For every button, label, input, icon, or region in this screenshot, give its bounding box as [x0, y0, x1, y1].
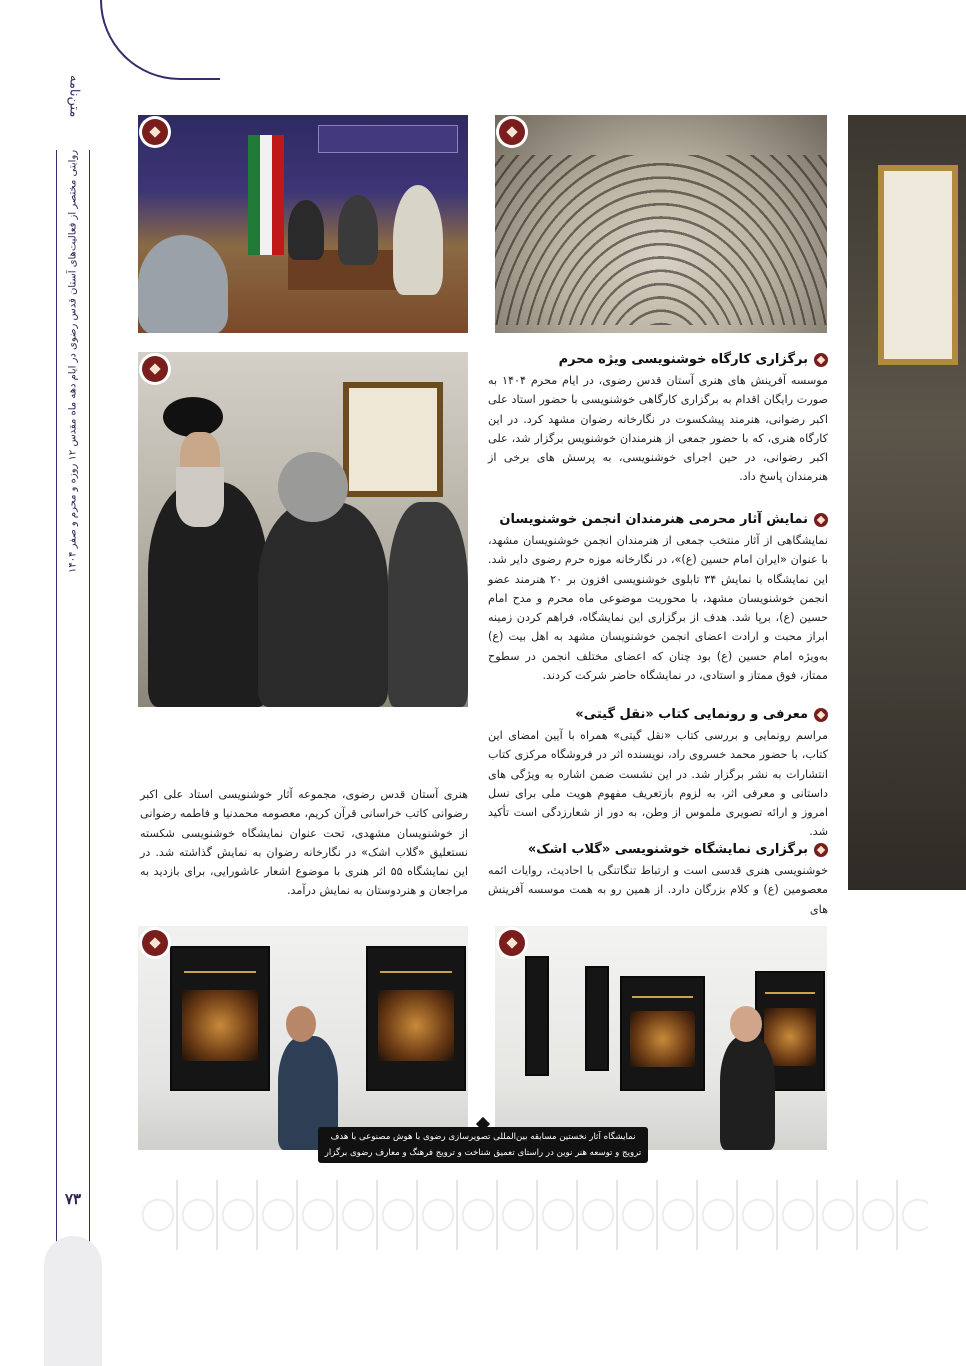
continued-paragraph: هنری آستان قدس رضوی، مجموعه آثار خوشنویسی استاد علی اکبر رضوانی کاتب خراسانی قرآن کریم، معصومه محمدنیا و فاطمه رضوانی از خوشنویسان مشهدی، تحت عنوان نمایشگاه خوشنویسی شکسته نستعلیق «گلاب اشک» در نگارخانه رضوان به نمایش گذاشته شد. در این نمایشگاه ۵۵ اثر هنری با موضوع اشعار عاشورایی، برای بازدید به مراجعان و هنردوستان به نمایش درآمد. — [140, 788, 468, 898]
photo-book-launch-meeting — [138, 115, 468, 333]
person-shape — [338, 195, 378, 265]
photo-badge-icon — [142, 119, 168, 145]
article-section — [488, 842, 828, 919]
section-bullet-icon — [814, 353, 828, 367]
photo-badge-icon — [142, 356, 168, 382]
flag-shape — [248, 135, 284, 255]
poster-artwork — [585, 966, 609, 1071]
section-heading: معرفی و رونمایی کتاب «نقل گیتی» — [488, 707, 828, 722]
article-section — [488, 512, 828, 685]
bottom-ornament — [138, 1180, 928, 1250]
photo-badge-icon — [499, 930, 525, 956]
article-section — [488, 707, 828, 842]
section-bullet-icon — [814, 843, 828, 857]
person-shape — [393, 185, 443, 295]
section-body: خوشنویسی هنری قدسی است و ارتباط تنگاتنگی با احادیث، روایات ائمه معصومین (ع) و کلام بزرگان دارد. از همین رو به همت موسسه آفرینش های — [488, 864, 828, 916]
section-heading: برگزاری کارگاه خوشنویسی ویژه محرم — [488, 352, 828, 367]
poster-artwork — [620, 976, 705, 1091]
publication-logo: متن‌نامه — [66, 74, 82, 118]
visitor-figure — [258, 502, 388, 707]
sidebar-footer-arch — [44, 1236, 102, 1366]
section-body: نمایشگاهی از آثار منتخب جمعی از هنرمندان انجمن خوشنویسان مشهد، با عنوان «ایران امام حسین (ع)»، در نگارخانه موزه حرم رضوی دایر شد. این نمایشگاه با نمایش ۳۴ تابلوی خوشنویسی افزون بر ۲۰ هنرمند عضو انجمن خوشنویسان مشهد، با محوریت موضوعی ماه محرم و مدح امام حسین (ع)، برپا شد. هدف از برگزاری این نمایشگاه، فراهم کردن زمینه ابراز محبت و ارادت اعضای انجمن خوشنویسان مشهد به اهل بیت (ع) به‌ویژه امام حسین (ع) بود چنان که اعضای مختلف انجمن در سطوح ممتاز، فوق ممتاز و استادی، در نمایشگاه حاضر شرکت کردند. — [488, 534, 828, 683]
section-body: موسسه آفرینش های هنری آستان قدس رضوی، در ایام محرم ۱۴۰۴ به صورت رایگان اقدام به برگزاری کارگاهی خوشنویسی با حضور استاد علی اکبر رضوانی، هنرمند پیشکسوت در نگارخانه رضوان مشهد کرد. در این کارگاه هنری، که با حضور جمعی از هنرمندان خوشنویس برگزار شد، علی اکبر رضوانی، در حین اجرای خوشنویسی، به پرسش های برخی از هنرمندان پاسخ داد. — [488, 374, 828, 484]
poster-artwork — [170, 946, 270, 1091]
visitor-head — [278, 452, 348, 522]
section-bullet-icon — [814, 513, 828, 527]
section-body: مراسم رونمایی و بررسی کتاب «نقل گیتی» همراه با آیین امضای این کتاب، با حضور محمد خسروی راد، نویسنده اثر در فروشگاه مرکزی کتاب انتشارات به نشر برگزار شد. در این نشست ضمن اشاره به ویژگی های داستانی و معرفی اثر، به لزوم بازتعریف مفهوم هویت ملی برای نسل امروز و ارائه تصویری ملموس از وطن، به دور از شعارزدگی است تأکید شد. — [488, 729, 828, 839]
photo-exhibition-cropped — [848, 115, 966, 890]
photo-ai-exhibition-left — [138, 926, 468, 1150]
section-bullet-icon — [814, 708, 828, 722]
photo-calligraphy-work — [495, 115, 827, 333]
running-header: روایتی مختصر از فعالیت‌های آستان قدس رضوی در ایام دهه ماه مقدس ۱۲ روزه و محرم و صفر ۱۴۰۴ — [67, 150, 79, 574]
photo-caption-line: نمایشگاه آثار نخستین مسابقه بین‌المللی تصویرسازی رضوی با هوش مصنوعی با هدف — [330, 1132, 636, 1142]
photo-badge-icon — [499, 119, 525, 145]
photo-caption — [318, 1127, 648, 1174]
visitor-head — [286, 1006, 316, 1042]
framed-calligraphy — [343, 382, 443, 497]
person-shape — [138, 235, 228, 333]
section-heading: برگزاری نمایشگاه خوشنویسی «گلاب اشک» — [488, 842, 828, 857]
poster-artwork — [366, 946, 466, 1091]
banner-shape — [318, 125, 458, 153]
page-number: ۷۳ — [64, 1190, 82, 1208]
photo-ai-exhibition-right — [495, 926, 827, 1150]
calligraphy-pattern — [495, 155, 827, 325]
corner-ornament — [100, 0, 220, 80]
beard-shape — [176, 467, 224, 527]
photo-caption-line: ترویج و توسعه هنر نوین در راستای تعمیق شناخت و ترویج فرهنگ و معارف رضوی برگزار شد — [324, 1148, 642, 1174]
framed-artwork — [878, 165, 958, 365]
visitor-figure — [720, 1036, 775, 1150]
visitor-head — [730, 1006, 762, 1042]
turban-shape — [163, 397, 223, 437]
article-section — [488, 352, 828, 487]
photo-badge-icon — [142, 930, 168, 956]
photo-exhibition-visitors — [138, 352, 468, 707]
visitor-figure — [388, 502, 468, 707]
person-shape — [288, 200, 324, 260]
poster-artwork — [525, 956, 549, 1076]
section-heading: نمایش آثار محرمی هنرمندان انجمن خوشنویسان — [488, 512, 828, 527]
